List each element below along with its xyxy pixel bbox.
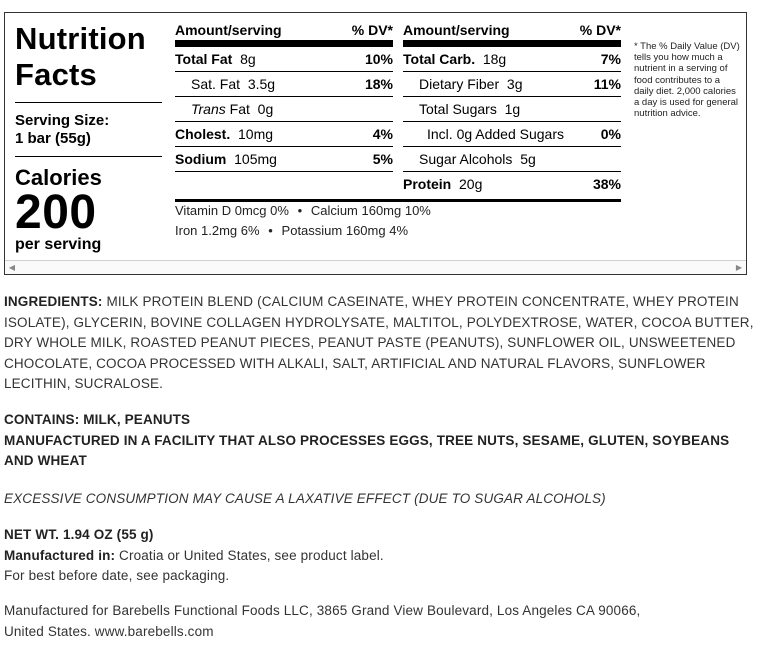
- nutrition-title-line2: Facts: [15, 57, 97, 92]
- per-serving-label: per serving: [15, 236, 102, 253]
- ingredients-block: [4, 292, 754, 395]
- nutrition-facts-panel: [4, 12, 747, 275]
- vitamins-line-2: [175, 221, 431, 241]
- bullet: •: [268, 223, 273, 238]
- nutrient-row-sodium: [175, 147, 393, 172]
- nutrient-name: Sat. Fat: [191, 76, 241, 92]
- nutrient-name: Cholest.: [175, 126, 231, 142]
- nutrient-amount: 1g: [504, 101, 521, 117]
- nutrient-amount: 8g: [240, 51, 256, 67]
- nutrition-title-line1: Nutrition: [15, 21, 146, 56]
- nutrient-row-total-sugars: [403, 97, 621, 122]
- vitamins-minerals: [175, 201, 431, 241]
- nutrient-dv: 11%: [593, 76, 621, 92]
- nutrient-amount: 105mg: [234, 151, 277, 167]
- nutrient-name: Sodium: [175, 151, 227, 167]
- nutrient-amount: 5g: [520, 151, 536, 167]
- product-info-block: [4, 525, 754, 587]
- bullet: •: [297, 203, 303, 218]
- nutrition-facts-header: [15, 21, 162, 254]
- dv-header: % DV*: [351, 22, 393, 38]
- calories-value: 200: [15, 186, 97, 239]
- nutrient-dv: 4%: [372, 126, 393, 142]
- scroll-left-icon[interactable]: ◀: [8, 263, 16, 272]
- serving-size-value: 1 bar (55g): [15, 130, 91, 147]
- nutrient-dv: 0%: [600, 126, 621, 142]
- nutrient-name: Total Carb.: [403, 51, 476, 67]
- vitamin-d: Vitamin D 0mcg 0%: [175, 203, 289, 218]
- nutrient-name: Protein: [403, 176, 452, 192]
- nutrient-dv: 10%: [364, 51, 393, 67]
- nutrient-row-dietary-fiber: [403, 72, 621, 97]
- nutrient-name-suffix: Fat: [229, 101, 250, 117]
- calories-label: Calories: [15, 165, 102, 190]
- daily-value-footnote: * The % Daily Value (DV) tells you how much a nutrient in a serving of food contributes to a daily diet. 2,000 calories a day is used for general nutrition advice.: [634, 41, 740, 120]
- nutrient-row-total-carb: [403, 47, 621, 72]
- nutrient-table-left: [175, 21, 393, 172]
- manufacturer-line-1: Manufactured for Barebells Functional Foods LLC, 3865 Grand View Boulevard, Los Angeles CA 90066,: [4, 603, 641, 618]
- facility-statement: MANUFACTURED IN A FACILITY THAT ALSO PROCESSES EGGS, TREE NUTS, SESAME, GLUTEN, SOYBEANS AND WHEAT: [4, 432, 730, 468]
- nutrient-row-cholesterol: [175, 122, 393, 147]
- nutrient-row-protein: [403, 172, 621, 197]
- dv-header: % DV*: [579, 22, 621, 38]
- nutrient-amount: 10mg: [238, 126, 274, 142]
- calcium: Calcium 160mg 10%: [310, 203, 431, 218]
- potassium: Potassium 160mg 4%: [281, 223, 408, 238]
- nutrient-table-right: [403, 21, 621, 197]
- horizontal-scrollbar[interactable]: [5, 260, 746, 274]
- manufacturer-line-2: United States. www.barebells.com: [4, 623, 214, 639]
- nutrient-amount: 20g: [459, 176, 483, 192]
- allergens-block: [4, 410, 754, 472]
- manufactured-in-value: Croatia or United States, see product label.: [115, 547, 384, 563]
- nutrient-name: Trans: [191, 101, 226, 117]
- nutrient-amount: 3.5g: [247, 76, 276, 92]
- nutrient-name: Dietary Fiber: [419, 76, 500, 92]
- nutrient-dv: 38%: [592, 176, 621, 192]
- iron: Iron 1.2mg 6%: [175, 223, 260, 238]
- net-weight: NET WT. 1.94 OZ (55 g): [4, 527, 154, 542]
- nutrient-name: Sugar Alcohols: [419, 151, 513, 167]
- nutrient-dv: 18%: [364, 76, 393, 92]
- amount-header: Amount/serving: [403, 22, 510, 38]
- nutrient-amount: 18g: [482, 51, 507, 67]
- nutrient-name: Total Sugars: [419, 101, 497, 117]
- nutrient-row-sugar-alcohols: [403, 147, 621, 172]
- contains-statement: CONTAINS: MILK, PEANUTS: [4, 412, 191, 427]
- nutrient-row-added-sugars: [403, 122, 621, 147]
- table-header: [175, 21, 393, 47]
- nutrient-row-total-fat: [175, 47, 393, 72]
- manufactured-in-label: Manufactured in:: [4, 547, 116, 563]
- ingredients-label: INGREDIENTS:: [4, 294, 103, 309]
- nutrient-row-trans-fat: [175, 97, 393, 122]
- nutrient-name: Incl. 0g Added Sugars: [427, 126, 564, 142]
- ingredients-text: MILK PROTEIN BLEND (CALCIUM CASEINATE, WHEY PROTEIN CONCENTRATE, WHEY PROTEIN ISOLATE), GLYCERIN, BOVINE COLLAGEN HYDROLYSATE, MALTITOL, POLYDEXTROSE, WATER, COCOA BUTTER, DRY WHOLE MILK, ROASTED PEANUT PIECES, PEANUT PASTE (PEANUTS), SUNFLOWER OIL, UNSWEETENED CHOCOLATE, COCOA PROCESSED WITH ALKALI, SALT, ARTIFICIAL AND NATURAL FLAVORS, SUNFLOWER LECITHIN, SUCRALOSE.: [4, 294, 754, 391]
- scroll-right-icon[interactable]: ▶: [735, 263, 743, 272]
- nutrient-amount: 3g: [506, 76, 523, 92]
- manufacturer-block: [4, 601, 754, 642]
- serving-size-label: Serving Size:: [15, 112, 110, 129]
- nutrient-name: Total Fat: [175, 51, 233, 67]
- amount-header: Amount/serving: [175, 22, 282, 38]
- vitamins-line-1: [175, 201, 431, 221]
- nutrient-row-sat-fat: [175, 72, 393, 97]
- best-before-note: For best before date, see packaging.: [4, 568, 230, 583]
- table-header: [403, 21, 621, 47]
- nutrient-dv: 5%: [372, 151, 393, 167]
- nutrient-dv: 7%: [600, 51, 621, 67]
- nutrient-amount: 0g: [257, 101, 274, 117]
- laxative-warning: EXCESSIVE CONSUMPTION MAY CAUSE A LAXATIVE EFFECT (DUE TO SUGAR ALCOHOLS): [4, 491, 606, 506]
